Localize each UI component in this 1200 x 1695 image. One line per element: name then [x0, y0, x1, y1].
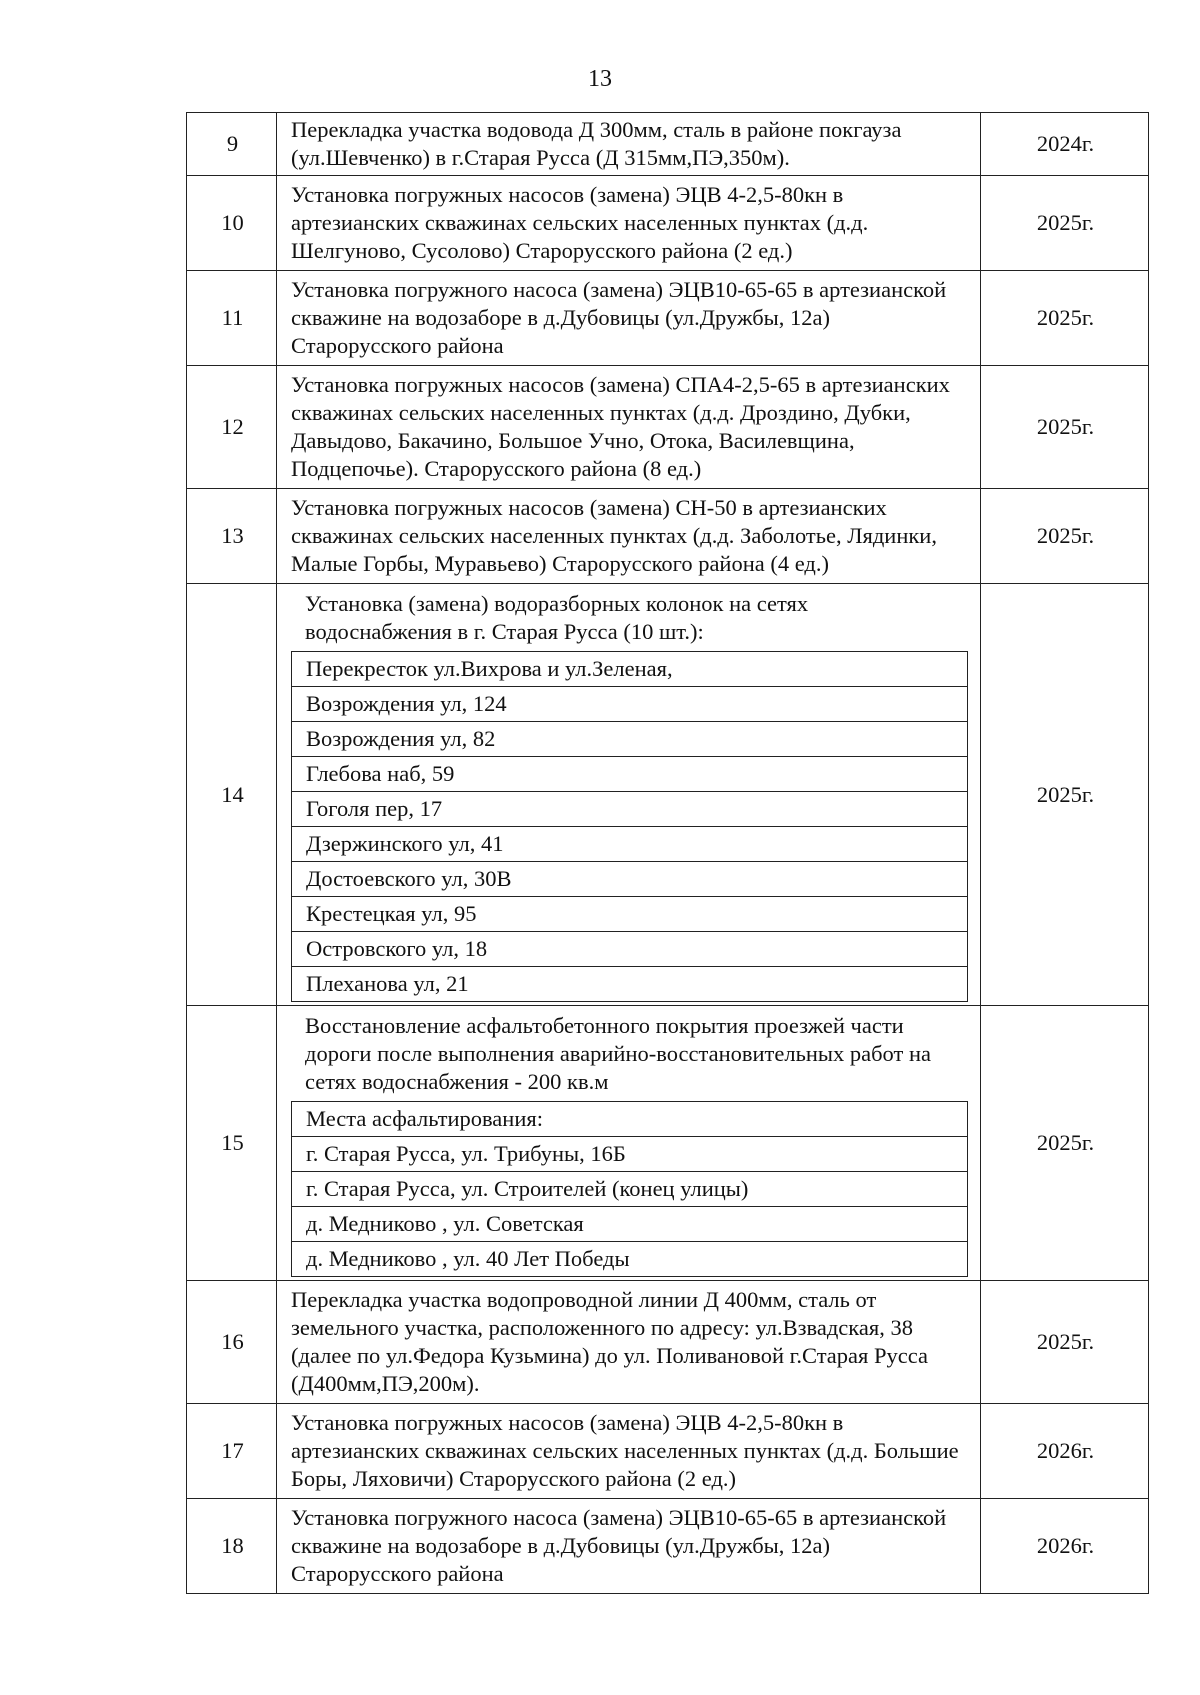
work-description: Установка погружных насосов (замена) ЭЦВ 4-2,5-80кн в артезианских скважинах сельских населенных пунктах (д.д. Шелгуново, Сусолово) Старорусского района (2 ед.) — [277, 176, 981, 271]
work-year: 2025г. — [981, 271, 1149, 366]
work-year: 2026г. — [981, 1404, 1149, 1499]
table-row — [187, 271, 1149, 366]
table-row — [187, 1281, 1149, 1404]
list-item: Возрождения ул, 124 — [292, 687, 968, 722]
work-year: 2024г. — [981, 113, 1149, 176]
row-number: 10 — [187, 176, 277, 271]
table-row — [187, 584, 1149, 1006]
list-item: Плеханова ул, 21 — [292, 967, 968, 1002]
asphalt-location-list — [291, 1101, 968, 1277]
page-number: 13 — [588, 66, 612, 92]
work-description: Перекладка участка водовода Д 300мм, сталь в районе покгауза (ул.Шевченко) в г.Старая Русса (Д 315мм,ПЭ,350м). — [277, 113, 981, 176]
hydrant-address-list — [291, 651, 968, 1002]
work-description: Установка погружных насосов (замена) ЭЦВ 4-2,5-80кн в артезианских скважинах сельских населенных пунктах (д.д. Большие Боры, Ляховичи) Старорусского района (2 ед.) — [277, 1404, 981, 1499]
work-description: Установка погружного насоса (замена) ЭЦВ10-65-65 в артезианской скважине на водозаборе в д.Дубовицы (ул.Дружбы, 12а) Старорусского района — [277, 271, 981, 366]
work-year: 2025г. — [981, 1006, 1149, 1281]
list-item: Крестецкая ул, 95 — [292, 897, 968, 932]
row-number: 17 — [187, 1404, 277, 1499]
list-item: Дзержинского ул, 41 — [292, 827, 968, 862]
list-item: д. Медниково , ул. Советская — [292, 1207, 968, 1242]
list-item: Гоголя пер, 17 — [292, 792, 968, 827]
work-year: 2025г. — [981, 176, 1149, 271]
work-description: Установка (замена) водоразборных колонок на сетях водоснабжения в г. Старая Русса (10 шт.): — [305, 591, 809, 644]
table-row — [187, 1404, 1149, 1499]
work-year: 2025г. — [981, 1281, 1149, 1404]
list-item: г. Старая Русса, ул. Строителей (конец улицы) — [292, 1172, 968, 1207]
work-year: 2025г. — [981, 489, 1149, 584]
row-number: 9 — [187, 113, 277, 176]
table-row — [187, 366, 1149, 489]
work-year: 2025г. — [981, 584, 1149, 1006]
list-item: Достоевского ул, 30В — [292, 862, 968, 897]
table-row — [187, 113, 1149, 176]
list-item: г. Старая Русса, ул. Трибуны, 16Б — [292, 1137, 968, 1172]
row-number: 15 — [187, 1006, 277, 1281]
row-number: 13 — [187, 489, 277, 584]
table-row — [187, 1499, 1149, 1594]
works-table — [186, 112, 1149, 1594]
work-year: 2025г. — [981, 366, 1149, 489]
list-item: Островского ул, 18 — [292, 932, 968, 967]
list-item: д. Медниково , ул. 40 Лет Победы — [292, 1242, 968, 1277]
work-description: Установка погружных насосов (замена) СПА4-2,5-65 в артезианских скважинах сельских населенных пунктах (д.д. Дроздино, Дубки, Давыдово, Бакачино, Большое Учно, Отока, Василевщина, Подцепочье). Старорусского района (8 ед.) — [277, 366, 981, 489]
row-number: 11 — [187, 271, 277, 366]
list-item: Места асфальтирования: — [292, 1102, 968, 1137]
work-description: Восстановление асфальтобетонного покрытия проезжей части дороги после выполнения аварийно-восстановительных работ на сетях водоснабжения - 200 кв.м — [305, 1013, 932, 1094]
row-number: 14 — [187, 584, 277, 1006]
row-number: 18 — [187, 1499, 277, 1594]
work-description: Перекладка участка водопроводной линии Д 400мм, сталь от земельного участка, расположенного по адресу: ул.Взвадская, 38 (далее по ул.Федора Кузьмина) до ул. Поливановой г.Старая Русса (Д400мм,ПЭ,200м). — [277, 1281, 981, 1404]
work-year: 2026г. — [981, 1499, 1149, 1594]
list-item: Перекресток ул.Вихрова и ул.Зеленая, — [292, 652, 968, 687]
table-row — [187, 1006, 1149, 1281]
table-row — [187, 176, 1149, 271]
list-item: Возрождения ул, 82 — [292, 722, 968, 757]
work-description-group — [277, 1006, 981, 1281]
table-row — [187, 489, 1149, 584]
work-description: Установка погружного насоса (замена) ЭЦВ10-65-65 в артезианской скважине на водозаборе в д.Дубовицы (ул.Дружбы, 12а) Старорусского района — [277, 1499, 981, 1594]
list-item: Глебова наб, 59 — [292, 757, 968, 792]
work-description: Установка погружных насосов (замена) СН-50 в артезианских скважинах сельских населенных пунктах (д.д. Заболотье, Лядинки, Малые Горбы, Муравьево) Старорусского района (4 ед.) — [277, 489, 981, 584]
work-description-group — [277, 584, 981, 1006]
row-number: 16 — [187, 1281, 277, 1404]
row-number: 12 — [187, 366, 277, 489]
